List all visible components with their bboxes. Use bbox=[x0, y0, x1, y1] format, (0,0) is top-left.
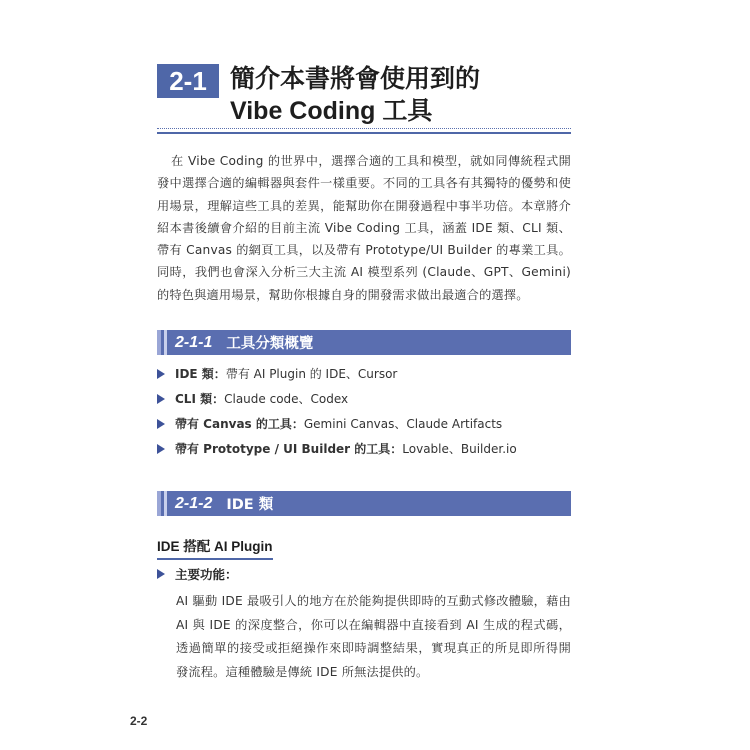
heading-solid-rule bbox=[157, 132, 571, 134]
intro-paragraph: 在 Vibe Coding 的世界中，選擇合適的工具和模型，就如同傳統程式開發中選擇合適的編輯器與套件一樣重要。不同的工具各有其獨特的優勢和使用場景，理解這些工具的差異，能幫助你在開發過程中事半功倍。本章將介紹本書後續會介紹的目前主流 Vibe Coding 工具，涵蓋 IDE 類、CLI 類、帶有 Canvas 的網頁工具，以及帶有 Prototype/UI Builder 的專業工具。同時，我們也會深入分析三大主流 AI 模型系列 (Claude、GPT、Gemini) 的特色與適用場景，幫助你根據自身的開發需求做出最適合的選擇。 bbox=[157, 154, 571, 302]
list-item-text: Gemini Canvas、Claude Artifacts bbox=[303, 417, 503, 431]
list-item-label: 帶有 Canvas 的工具： bbox=[175, 417, 304, 431]
list-item bbox=[157, 386, 571, 411]
feature-heading bbox=[157, 565, 238, 583]
section-bar-accent-light bbox=[164, 330, 167, 355]
section-title: 工具分類概覽 bbox=[226, 336, 314, 352]
bullet-arrow-icon bbox=[157, 369, 165, 379]
section-bar-accent bbox=[157, 491, 161, 516]
tool-category-list bbox=[157, 361, 571, 461]
heading-dotted-rule bbox=[157, 128, 571, 129]
bullet-arrow-icon bbox=[157, 394, 165, 404]
list-item bbox=[157, 436, 571, 461]
bullet-arrow-icon bbox=[157, 569, 165, 579]
section-bar-accent bbox=[157, 330, 161, 355]
feature-paragraph: AI 驅動 IDE 最吸引人的地方在於能夠提供即時的互動式修改體驗，藉由 AI 與 IDE 的深度整合，你可以在編輯器中直接看到 AI 生成的程式碼，透過簡單的接受或拒絕操作來即時調整結果，實現真正的所見即所得開發流程。這種體驗是傳統 IDE 所無法提供的。 bbox=[176, 594, 571, 679]
section-number: 2-1-1 bbox=[175, 333, 213, 351]
section-number: 2-1-2 bbox=[175, 494, 213, 512]
feature-label: 主要功能： bbox=[175, 567, 238, 582]
chapter-title-line1: 簡介本書將會使用到的 bbox=[230, 65, 481, 93]
bullet-arrow-icon bbox=[157, 444, 165, 454]
chapter-title bbox=[230, 63, 480, 127]
section-bar-2-1-1 bbox=[157, 330, 571, 355]
list-item bbox=[157, 361, 571, 386]
list-item-text: Lovable、Builder.io bbox=[402, 442, 517, 456]
bullet-arrow-icon bbox=[157, 419, 165, 429]
section-title: IDE 類 bbox=[226, 497, 274, 513]
list-item bbox=[157, 411, 571, 436]
chapter-title-line2: Vibe Coding 工具 bbox=[230, 97, 433, 125]
list-item-text: 帶有 AI Plugin 的 IDE、Cursor bbox=[225, 367, 398, 381]
list-item-text: Claude code、Codex bbox=[224, 392, 349, 406]
subheading: IDE 搭配 AI Plugin bbox=[157, 535, 273, 560]
list-item-label: 帶有 Prototype / UI Builder 的工具： bbox=[175, 442, 403, 456]
list-item-label: IDE 類： bbox=[175, 367, 226, 381]
chapter-number: 2-1 bbox=[157, 64, 219, 98]
section-bar-accent-light bbox=[164, 491, 167, 516]
list-item-label: CLI 類： bbox=[175, 392, 225, 406]
page-number: 2-2 bbox=[130, 714, 148, 728]
section-bar-2-1-2 bbox=[157, 491, 571, 516]
